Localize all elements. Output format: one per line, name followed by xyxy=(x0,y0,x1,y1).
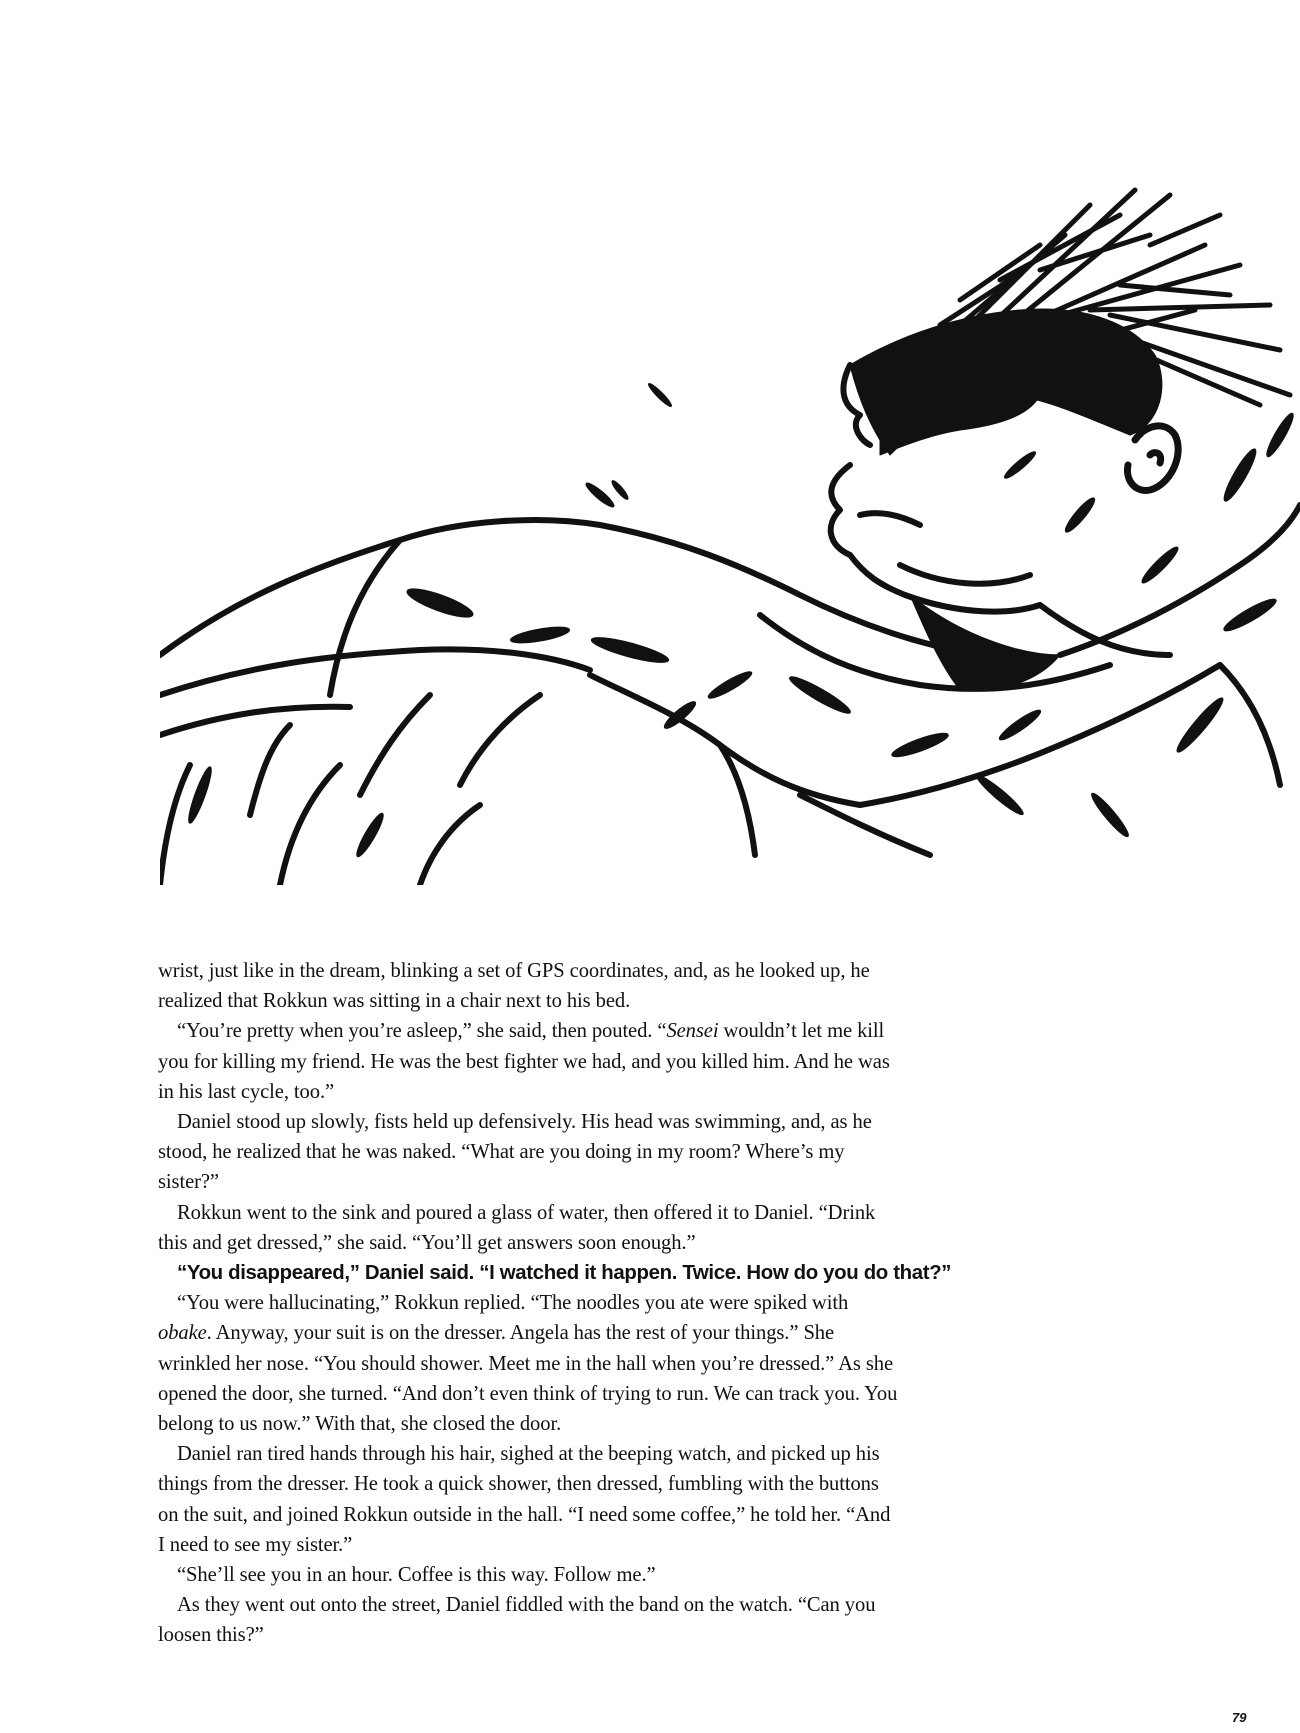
paragraph-9: As they went out onto the street, Daniel fiddled with the band on the watch. “Can you loosen this?” xyxy=(158,1594,876,1647)
italic-term: Sensei xyxy=(666,1020,719,1043)
story-text xyxy=(158,956,952,1651)
ink-drawing-svg xyxy=(160,95,1300,885)
italic-term: obake xyxy=(158,1322,207,1345)
paragraph-7: Daniel ran tired hands through his hair, sighed at the beeping watch, and picked up his things from the dresser. He took a quick shower, then dressed, fumbling with the buttons on the suit, and joined Rokkun outside in the hall. “I need some coffee,” he told her. “And I need to see my sister.” xyxy=(158,1443,891,1556)
page-number: 79 xyxy=(1232,1710,1247,1725)
paragraph-3: Daniel stood up slowly, fists held up defensively. His head was swimming, and, as he stood, he realized that he was naked. “What are you doing in my room? Where’s my sister?” xyxy=(158,1111,872,1194)
paragraph-1: wrist, just like in the dream, blinking a set of GPS coordinates, and, as he looked up, he realized that Rokkun was sitting in a chair next to his bed. xyxy=(158,960,870,1013)
paragraph-5-bold: “You disappeared,” Daniel said. “I watched it happen. Twice. How do you do that?” xyxy=(177,1262,952,1285)
paragraph-8: “She’ll see you in an hour. Coffee is this way. Follow me.” xyxy=(177,1564,656,1587)
paragraph-4: Rokkun went to the sink and poured a glass of water, then offered it to Daniel. “Drink this and get dressed,” she said. “You’ll get answers soon enough.” xyxy=(158,1201,876,1254)
paragraph-2: “You’re pretty when you’re asleep,” she said, then pouted. “Sensei wouldn’t let me kill you for killing my friend. He was the best fighter we had, and you killed him. And he was in his last cycle, too.” xyxy=(158,1020,890,1103)
paragraph-6: “You were hallucinating,” Rokkun replied. “The noodles you ate were spiked with obake. Anyway, your suit is on the dresser. Angela has the rest of your things.” She wrinkled her nose. “You should shower. Meet me in the hall when you’re dressed.” As she opened the door, she turned. “And don’t even think of trying to run. We can track you. You belong to us now.” With that, she closed the door. xyxy=(158,1292,898,1436)
ink-illustration-sleeping-man xyxy=(160,95,1300,885)
